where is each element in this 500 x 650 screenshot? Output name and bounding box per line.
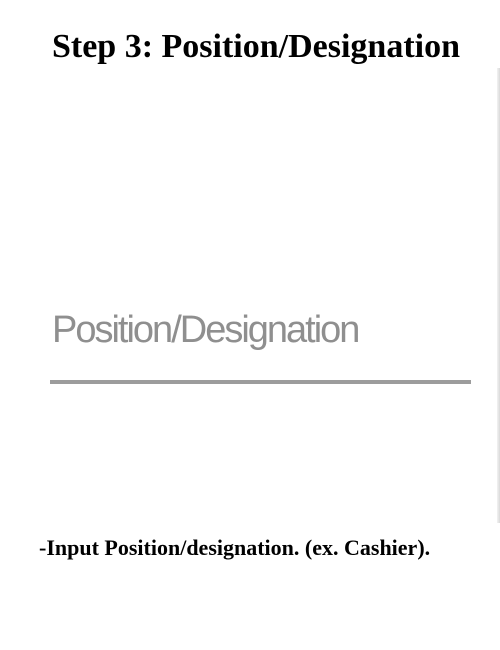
- position-field-wrapper: [50, 280, 471, 390]
- form-screenshot-panel: [0, 68, 500, 523]
- instruction-text: -Input Position/designation. (ex. Cashier).: [39, 535, 431, 560]
- step-title: Step 3: Position/Designation: [51, 28, 461, 65]
- position-designation-input[interactable]: [50, 280, 471, 384]
